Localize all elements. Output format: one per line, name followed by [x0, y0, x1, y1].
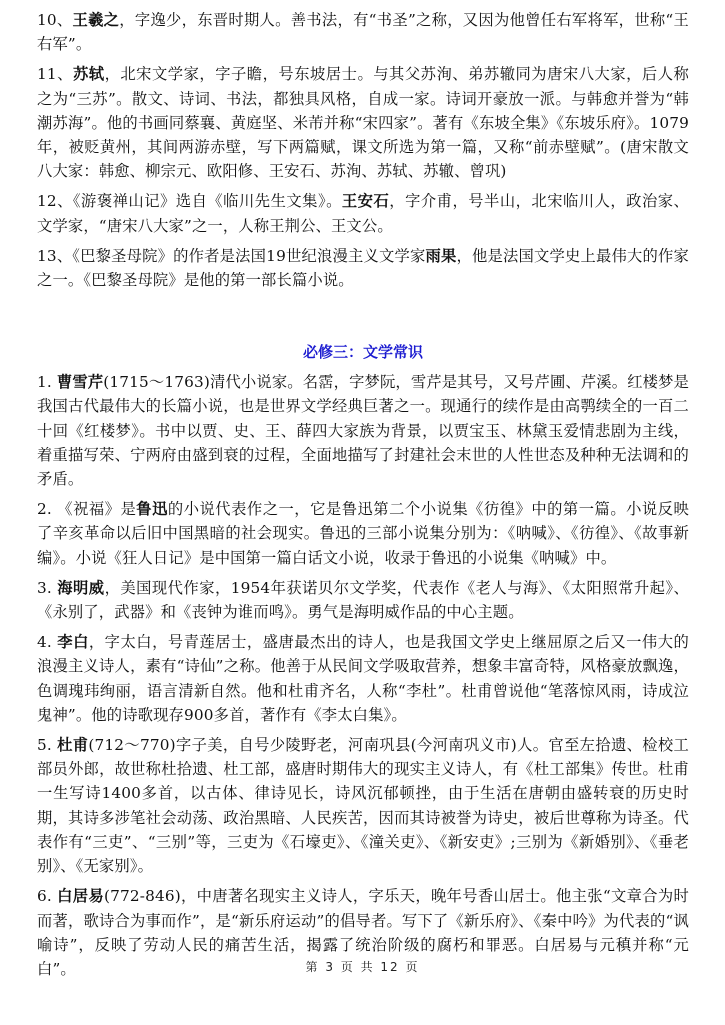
- page-footer: [0, 958, 725, 975]
- paragraph-text: ，字介甫，号半山，北宋临川人，政治家、文学家，“唐宋八大家”之一，人称王荆公、王文公。: [37, 192, 690, 235]
- paragraph-lead: 《巴黎圣母院》的作者是法国19世纪浪漫主义文学家: [72, 246, 426, 265]
- paragraph-text: 的小说代表作之一，它是鲁迅第二个小说集《彷徨》中的第一篇。小说反映了辛亥革命以后旧中国黑暗的社会现实。鲁迅的三部小说集分别为：《呐喊》、《彷徨》、《故事新编》。小说《狂人日记》是中国第一篇白话文小说，收录于鲁迅的小说集《呐喊》中。: [37, 500, 689, 567]
- item-number: 4.: [37, 633, 58, 652]
- paragraph-du-fu: [37, 733, 689, 878]
- item-number: 2.: [37, 500, 58, 519]
- paragraph-wang-xizhi: [37, 8, 689, 56]
- item-number: 5.: [37, 736, 58, 755]
- person-name: 王羲之: [72, 11, 120, 29]
- paragraph-text: ，字太白，号青莲居士，盛唐最杰出的诗人，也是我国文学史上继屈原之后又一伟大的浪漫主义诗人，素有“诗仙”之称。他善于从民间文学吸取营养，想象丰富奇特，风格豪放飘逸，色调瑰玮绚丽，语言清新自然。他和杜甫齐名，人称“李杜”。杜甫曾说他“笔落惊风雨，诗成泣鬼神”。他的诗歌现存900多首，著作有《李太白集》。: [37, 633, 689, 724]
- document-page: [37, 8, 689, 981]
- paragraph-text: ，美国现代作家，1954年获诺贝尔文学奖，代表作《老人与海》、《太阳照常升起》、《永别了，武器》和《丧钟为谁而鸣》。勇气是海明威作品的中心主题。: [37, 578, 689, 622]
- paragraph-text: (1715～1763)清代小说家。名霑，字梦阮，雪芹是其号，又号芹圃、芹溪。红楼梦是我国古代最伟大的长篇小说，也是世界文学经典巨著之一。现通行的续作是由高鹗续全的一百二十回《红楼梦》。书中以贾、史、王、薛四大家族为背景，以贾宝玉、林黛玉爱情悲剧为主线，着重描写荣、宁两府由盛到衰的过程，全面地描写了封建社会末世的人性世态及种种无法调和的矛盾。: [37, 373, 689, 489]
- person-name: 苏轼: [72, 65, 105, 84]
- person-name: 海明威: [57, 578, 105, 597]
- paragraph-text: (772-846)，中唐著名现实主义诗人，字乐天，晚年号香山居士。他主张“文章合为时而著，歌诗合为事而作”，是“新乐府运动”的倡导者。写下了《新乐府》、《秦中吟》为代表的“讽喻诗”，反映了劳动人民的痛苦生活，揭露了统治阶级的腐朽和罪恶。白居易与元稹并称“元白”。: [37, 887, 689, 978]
- item-number: 10、: [37, 11, 73, 29]
- paragraph-lead: 《游褒禅山记》选自《临川先生文集》。: [72, 192, 342, 211]
- paragraph-lead: 《祝福》是: [57, 500, 137, 519]
- item-number: 13、: [37, 246, 73, 265]
- item-number: 6.: [37, 887, 58, 906]
- paragraph-hemingway: [37, 576, 689, 624]
- section-title: 必修三：文学常识: [302, 343, 423, 362]
- paragraph-text: (712～770)字子美，自号少陵野老，河南巩县(今河南巩义市)人。官至左拾遗、检校工部员外郎，故世称杜拾遗、杜工部，盛唐时期伟大的现实主义诗人，有《杜工部集》传世。杜甫一生写诗1400多首，以古体、律诗见长，诗风沉郁顿挫，由于生活在唐朝由盛转衰的历史时期，其诗多涉笔社会动荡、政治黑暗、人民疾苦，因而其诗被誉为诗史，被后世尊称为诗圣。代表作有“三吏”、“三别”等，三吏为《石壕吏》、《潼关吏》、《新安吏》;三别为《新婚别》、《垂老别》、《无家别》。: [37, 736, 689, 876]
- person-name: 白居易: [57, 887, 104, 906]
- paragraph-wang-anshi: [37, 189, 689, 237]
- page-number: 第 3 页 共 12 页: [305, 960, 420, 974]
- person-name: 曹雪芹: [56, 373, 104, 392]
- person-name: 杜甫: [57, 736, 89, 755]
- paragraph-lu-xun: [37, 497, 689, 570]
- item-number: 12、: [37, 192, 73, 211]
- item-number: 3.: [37, 578, 58, 597]
- paragraph-li-bai: [37, 630, 689, 727]
- person-name: 鲁迅: [136, 500, 168, 519]
- paragraph-text: ，北宋文学家，字子瞻，号东坡居士。与其父苏洵、弟苏辙同为唐宋八大家，后人称之为“三苏”。散文、诗词、书法，都独具风格，自成一家。诗词开豪放一派。与韩愈并誉为“韩潮苏海”。他的书画同蔡襄、黄庭坚、米芾并称“宋四家”。著有《东坡全集》《东坡乐府》。1079年，被贬黄州，其间两游赤壁，写下两篇赋，课文所选为第一篇，又称“前赤壁赋”。(唐宋散文八大家：韩愈、柳宗元、欧阳修、王安石、苏洵、苏轼、苏辙、曾巩): [37, 65, 689, 181]
- item-number: 1.: [37, 373, 57, 392]
- person-name: 雨果: [425, 246, 457, 265]
- paragraph-cao-xueqin: [37, 370, 689, 491]
- item-number: 11、: [37, 65, 73, 84]
- paragraph-text: ，字逸少，东晋时期人。善书法，有“书圣”之称，又因为他曾任右军将军，世称“王右军”。: [37, 11, 689, 54]
- paragraph-text: ，他是法国文学史上最伟大的作家之一。《巴黎圣母院》是他的第一部长篇小说。: [37, 246, 689, 290]
- person-name: 李白: [57, 633, 89, 652]
- paragraph-su-shi: [37, 62, 689, 183]
- person-name: 王安石: [341, 192, 390, 211]
- paragraph-hugo: [37, 244, 689, 292]
